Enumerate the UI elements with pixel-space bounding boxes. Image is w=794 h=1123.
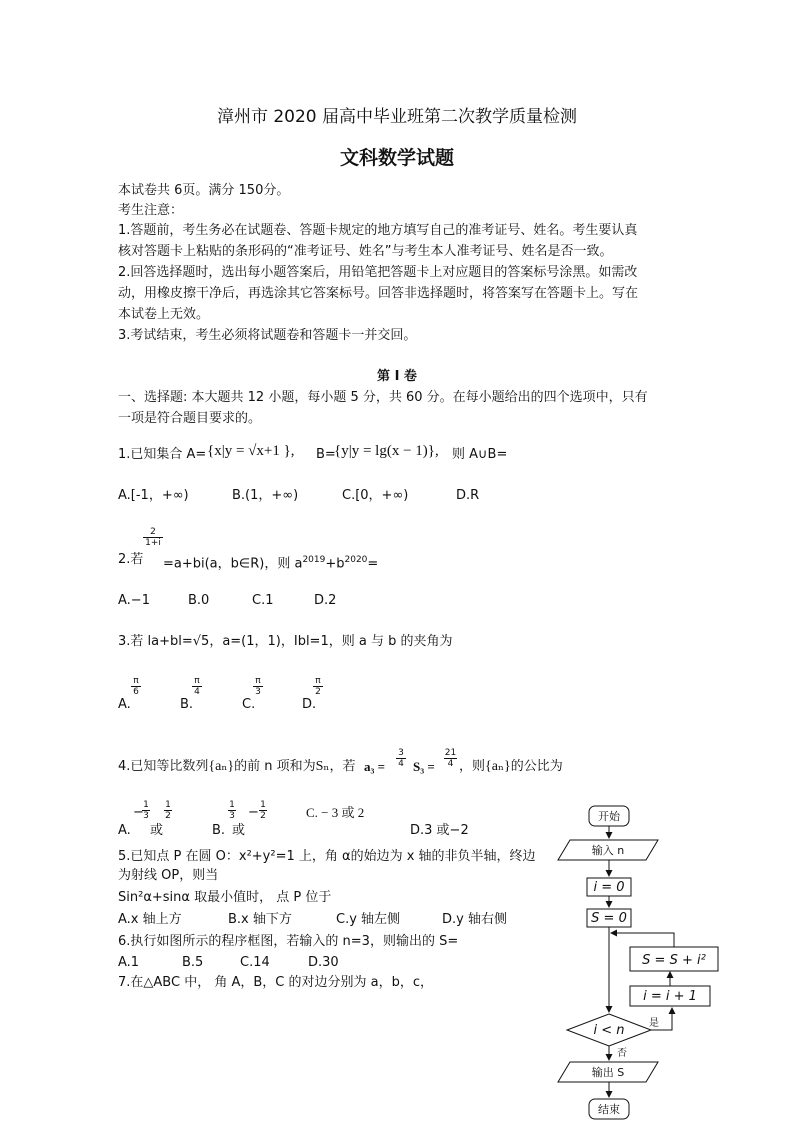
q4-a3-label: a₃ =	[364, 759, 386, 774]
q4-b-d1: 3	[229, 811, 235, 821]
exam-header-title: 漳州市 2020 届高中毕业班第二次教学质量检测	[216, 107, 578, 127]
q4-s3-frac	[444, 748, 457, 769]
notice-2-line-1: 2.回答选择题时，选出每小题答案后，用铅笔把答题卡上对应题目的答案标号涂黑。如需改	[118, 265, 638, 280]
q4-b-n2: 1	[260, 800, 266, 810]
q4-a-frac2	[164, 800, 172, 821]
q1-option-a: A.[-1，+∞)	[118, 488, 189, 503]
q4-stem	[118, 758, 356, 776]
flow-condition-label: i < n	[593, 1023, 625, 1038]
q4-b-or: 或	[232, 823, 246, 838]
q6-option-c: C.14	[240, 955, 270, 970]
q2-fraction	[143, 527, 163, 548]
q3-a-den: 6	[131, 686, 141, 697]
q3-d-frac	[313, 676, 323, 697]
flow-init-i-label: i = 0	[593, 880, 625, 895]
q2-prefix: 2.若	[118, 552, 144, 567]
q4-stem-b: 的前 n 项和为	[234, 759, 316, 774]
q4-a-n2: 1	[165, 800, 171, 810]
q3-d-num: π	[315, 676, 321, 686]
q2-option-b: B.0	[188, 593, 210, 608]
q4-s3-num: 21	[444, 748, 457, 758]
flow-output-label: 输出 S	[591, 1066, 625, 1079]
q1-option-d: D.R	[456, 488, 480, 503]
q5-option-c: C.y 轴左侧	[336, 912, 401, 927]
q5-stem-line-3: Sin²α+sinα 取最小值时， 点 P 位于	[118, 890, 332, 905]
q5-option-a: A.x 轴上方	[118, 912, 182, 927]
q6-option-a: A.1	[118, 955, 140, 970]
q4-stem-tail	[459, 758, 563, 776]
q3-b-num: π	[194, 676, 200, 686]
q4-stem-e: 的公比为	[510, 759, 563, 774]
q2-option-d: D.2	[314, 593, 337, 608]
q3-option-d: D.	[302, 697, 317, 712]
q4-stem-c: ，若	[329, 759, 356, 774]
q1-option-c: C.[0，+∞)	[342, 488, 409, 503]
q4-option-a: A.	[118, 823, 131, 838]
flow-no-label: 否	[617, 1048, 627, 1059]
q6-option-d: D.30	[308, 955, 339, 970]
q1-set-b: {y|y = lg(x − 1)},	[334, 443, 439, 459]
program-flowchart	[550, 800, 730, 1123]
q4-a-frac1	[142, 800, 150, 821]
q2-frac-den: 1+i	[143, 537, 163, 548]
flow-end-label: 结束	[598, 1103, 620, 1116]
section-desc-line-1: 一、选择题: 本大题共 12 小题，每小题 5 分，共 60 分。在每小题给出的四个选项中，只有	[118, 390, 648, 405]
q4-a-d1: 3	[143, 811, 149, 821]
q2-exp2: 2020	[344, 555, 368, 565]
q3-option-b: B.	[180, 697, 194, 712]
q4-b-n1: 1	[229, 800, 235, 810]
notice-2-line-3: 本试卷上无效。	[118, 307, 210, 322]
flow-update-i-label: i = i + 1	[643, 989, 697, 1004]
q5-option-b: B.x 轴下方	[228, 912, 292, 927]
q5-stem-line-1: 5.已知点 P 在圆 O：x²+y²=1 上，角 α的始边为 x 轴的非负半轴，终边	[118, 849, 536, 864]
exam-info: 本试卷共 6页。满分 150分。	[118, 183, 290, 198]
q4-a-d2: 2	[165, 811, 171, 821]
q3-option-a: A.	[118, 697, 131, 712]
q6-option-b: B.5	[182, 955, 204, 970]
q4-a-or: 或	[150, 823, 164, 838]
q5-stem-line-2: 为射线 OP，则当	[118, 868, 219, 883]
q7-stem: 7.在△ABC 中， 角 A，B，C 的对边分别为 a，b，c，	[118, 975, 433, 990]
q2-tail: =	[367, 556, 379, 572]
q2-option-c: C.1	[252, 593, 274, 608]
notice-3: 3.考试结束，考生必须将试题卷和答题卡一并交回。	[118, 328, 417, 343]
q3-option-c: C.	[242, 697, 256, 712]
q4-b-d2: 2	[260, 811, 266, 821]
q2-stem-text: =a+bi(a，b∈R)，则 a	[163, 556, 303, 572]
notice-1-line-1: 1.答题前，考生务必在试题卷、答题卡规定的地方填写自己的准考证号、姓名。考生要认真	[118, 223, 638, 238]
q1-stem-c: 则 A∪B=	[452, 447, 508, 462]
q4-b-frac2	[259, 800, 267, 821]
q3-c-num: π	[255, 676, 261, 686]
q2-exp1: 2019	[302, 555, 326, 565]
q4-seq: {aₙ}	[208, 759, 235, 774]
q4-option-c: C. − 3 或 2	[306, 805, 365, 820]
q4-a-n1: 1	[143, 800, 149, 810]
q3-a-num: π	[133, 676, 139, 686]
q4-seq-2: {aₙ}	[485, 759, 511, 774]
q4-s3-den: 4	[444, 758, 457, 769]
notice-heading: 考生注意：	[118, 203, 184, 218]
q4-option-b: B.	[212, 823, 226, 838]
flow-yes-label: 是	[649, 1018, 659, 1029]
flow-input-label: 输入 n	[591, 844, 625, 857]
q2-option-a: A.−1	[118, 593, 150, 608]
q2-frac-num: 2	[150, 527, 156, 537]
notice-1-line-2: 核对答题卡上粘贴的条形码的“准考证号、姓名”与考生本人准考证号、姓名是否一致。	[118, 244, 613, 259]
flow-start-label: 开始	[598, 810, 620, 823]
q4-s3-label: S₃ =	[413, 759, 435, 774]
q3-stem: 3.若 la+bl=√5，a=(1，1)，Ibl=1，则 a 与 b 的夹角为	[118, 634, 453, 649]
q3-c-den: 3	[253, 686, 263, 697]
q4-a3-den: 4	[396, 758, 406, 769]
q1-stem-a: 1.已知集合 A=	[118, 447, 207, 462]
q4-stem-d: ，则	[459, 759, 486, 774]
q4-b-minus: −	[248, 805, 259, 820]
notice-2-line-2: 动，用橡皮擦干净后，再选涂其它答案标号。回答非选择题时，将答案写在答题卡上。写在	[118, 286, 639, 301]
q2-plus: +b	[325, 556, 345, 572]
flow-update-s-label: S = S + i²	[642, 953, 706, 968]
q1-stem-b: B=	[316, 447, 336, 462]
q1-option-b: B.(1，+∞)	[232, 488, 299, 503]
q4-a3-num: 3	[398, 748, 404, 758]
q3-b-den: 4	[192, 686, 202, 697]
exam-subject-title: 文科数学试题	[339, 147, 454, 169]
section-label: 第 I 卷	[377, 369, 417, 384]
q5-option-d: D.y 轴右侧	[442, 912, 507, 927]
q3-c-frac	[253, 676, 263, 697]
q3-d-den: 2	[313, 686, 323, 697]
q4-b-frac1	[228, 800, 236, 821]
q6-stem: 6.执行如图所示的程序框图，若输入的 n=3，则输出的 S=	[118, 934, 459, 949]
flow-init-s-label: S = 0	[591, 911, 627, 926]
q4-option-d: D.3 或−2	[410, 823, 469, 838]
q4-a-minus: −	[133, 805, 144, 820]
section-desc-line-2: 一项是符合题目要求的。	[118, 411, 262, 426]
q4-stem-a: 4.已知等比数列	[118, 759, 209, 774]
q3-a-frac	[131, 676, 141, 697]
q4-sn: Sₙ	[315, 759, 330, 774]
q3-b-frac	[192, 676, 202, 697]
q2-stem	[163, 551, 378, 573]
q1-set-a: {x|y = √x+1 },	[207, 443, 295, 459]
q4-a3-frac	[396, 748, 406, 769]
